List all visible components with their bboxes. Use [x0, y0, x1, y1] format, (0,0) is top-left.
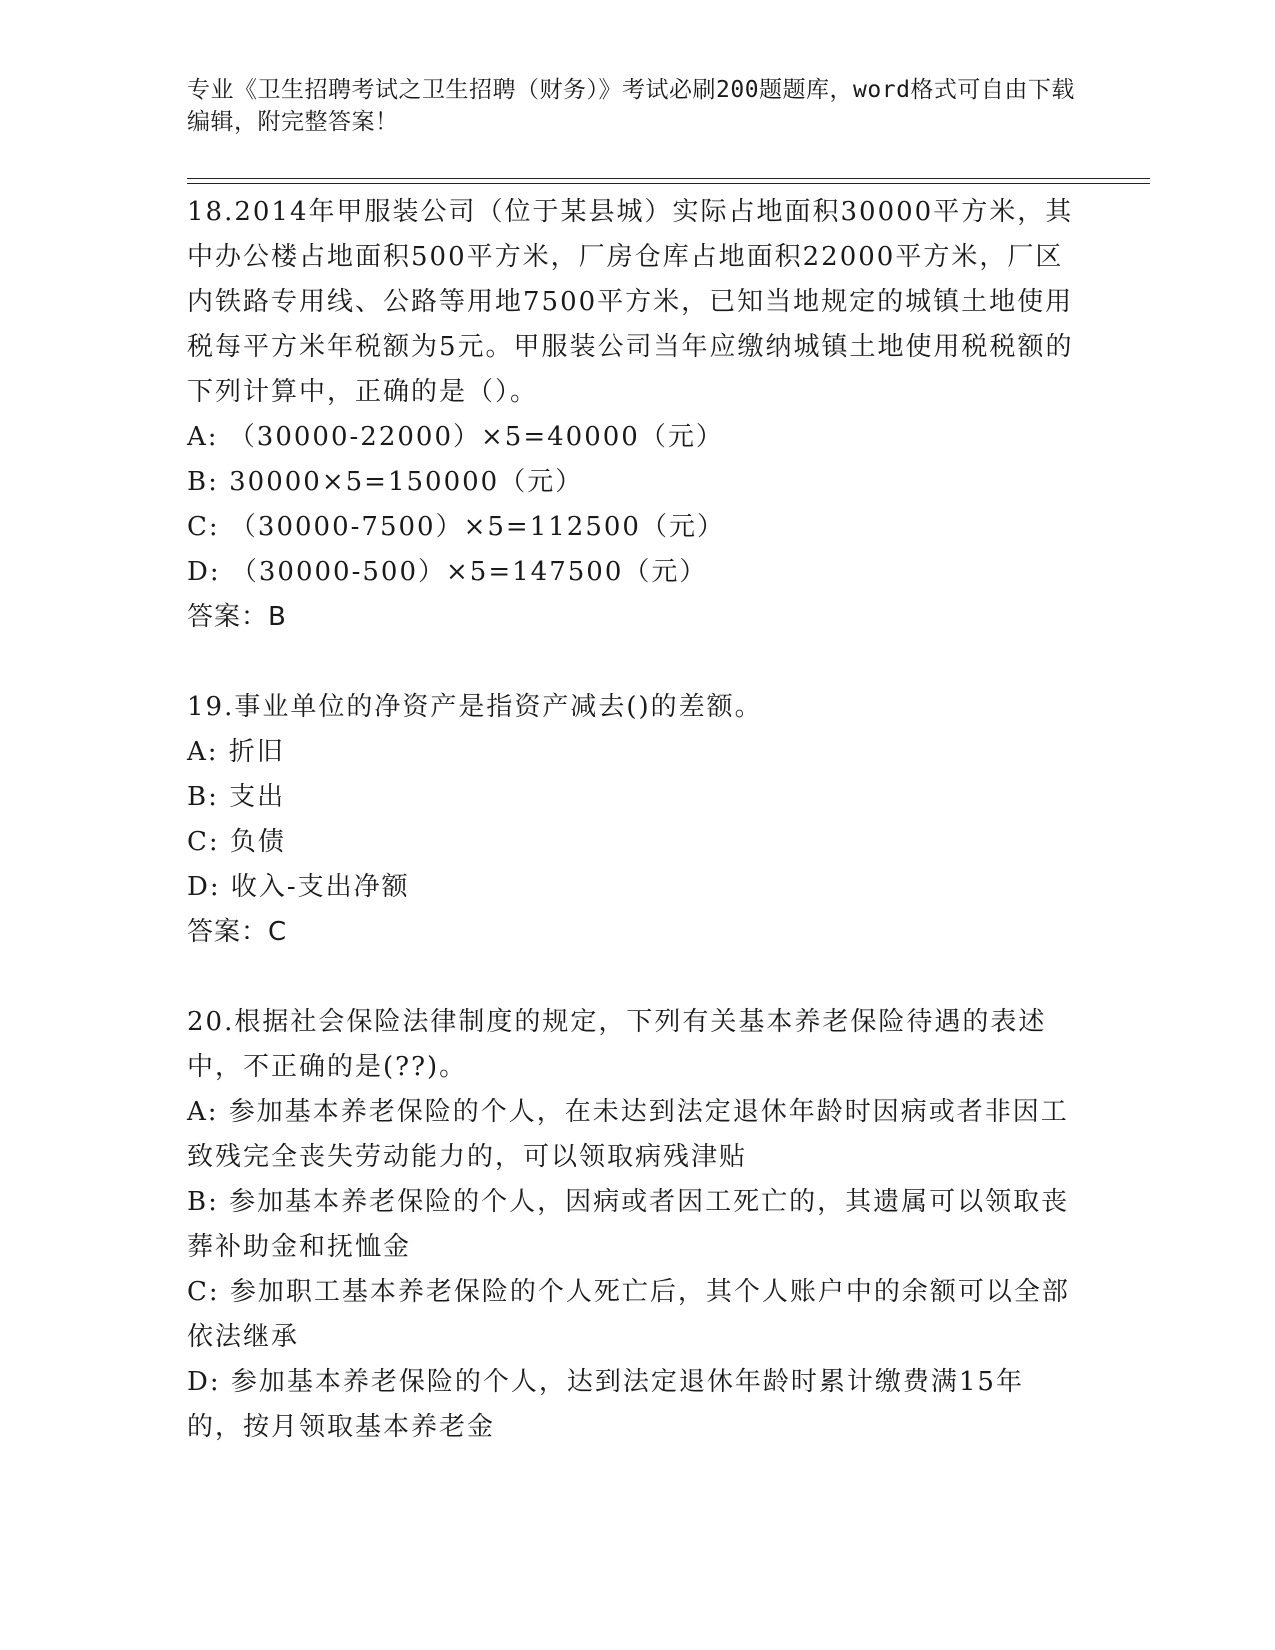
- question-list: [187, 190, 1077, 1450]
- option-b: B: 30000×5=150000（元）: [187, 467, 584, 497]
- option-d: D: 参加基本养老保险的个人，达到法定退休年龄时累计缴费满15年的，按月领取基本养老金: [187, 1367, 1024, 1442]
- question-stem: 20.根据社会保险法律制度的规定，下列有关基本养老保险待遇的表述中，不正确的是(??)。: [187, 1007, 1047, 1082]
- option-a: A: 折旧: [187, 737, 285, 767]
- option-a: A: （30000-22000）×5=40000（元）: [187, 422, 724, 452]
- question-stem: 18.2014年甲服装公司（位于某县城）实际占地面积30000平方米，其中办公楼占地面积500平方米，厂房仓库占地面积22000平方米，厂区内铁路专用线、公路等用地7500平方米，已知当地规定的城镇土地使用税每平方米年税额为5元。甲服装公司当年应缴纳城镇土地使用税税额的下列计算中，正确的是（）。: [187, 197, 1074, 407]
- option-d: D: 收入-支出净额: [187, 872, 410, 902]
- option-b: B: 参加基本养老保险的个人，因病或者因工死亡的，其遗属可以领取丧葬补助金和抚恤金: [187, 1187, 1070, 1262]
- question-19: [187, 685, 1077, 955]
- question-stem: 19.事业单位的净资产是指资产减去()的差额。: [187, 692, 763, 722]
- header-divider-top: [187, 178, 1150, 179]
- answer-line: 答案：B: [187, 602, 287, 632]
- question-20: [187, 1000, 1077, 1450]
- option-c: C: 参加职工基本养老保险的个人死亡后，其个人账户中的余额可以全部依法继承: [187, 1277, 1070, 1352]
- option-b: B: 支出: [187, 782, 286, 812]
- option-a: A: 参加基本养老保险的个人，在未达到法定退休年龄时因病或者非因工致残完全丧失劳动能力的，可以领取病残津贴: [187, 1097, 1069, 1172]
- spacer: [187, 955, 1077, 1000]
- option-c: C: （30000-7500）×5=112500（元）: [187, 512, 725, 542]
- header-divider-bottom: [187, 183, 1150, 184]
- option-c: C: 负债: [187, 827, 286, 857]
- document-header: 专业《卫生招聘考试之卫生招聘（财务）》考试必刷200题题库，word格式可自由下载编辑，附完整答案！: [187, 77, 1075, 135]
- spacer: [187, 640, 1077, 685]
- option-d: D: （30000-500）×5=147500（元）: [187, 557, 708, 587]
- question-18: [187, 190, 1077, 640]
- answer-line: 答案：C: [187, 917, 288, 947]
